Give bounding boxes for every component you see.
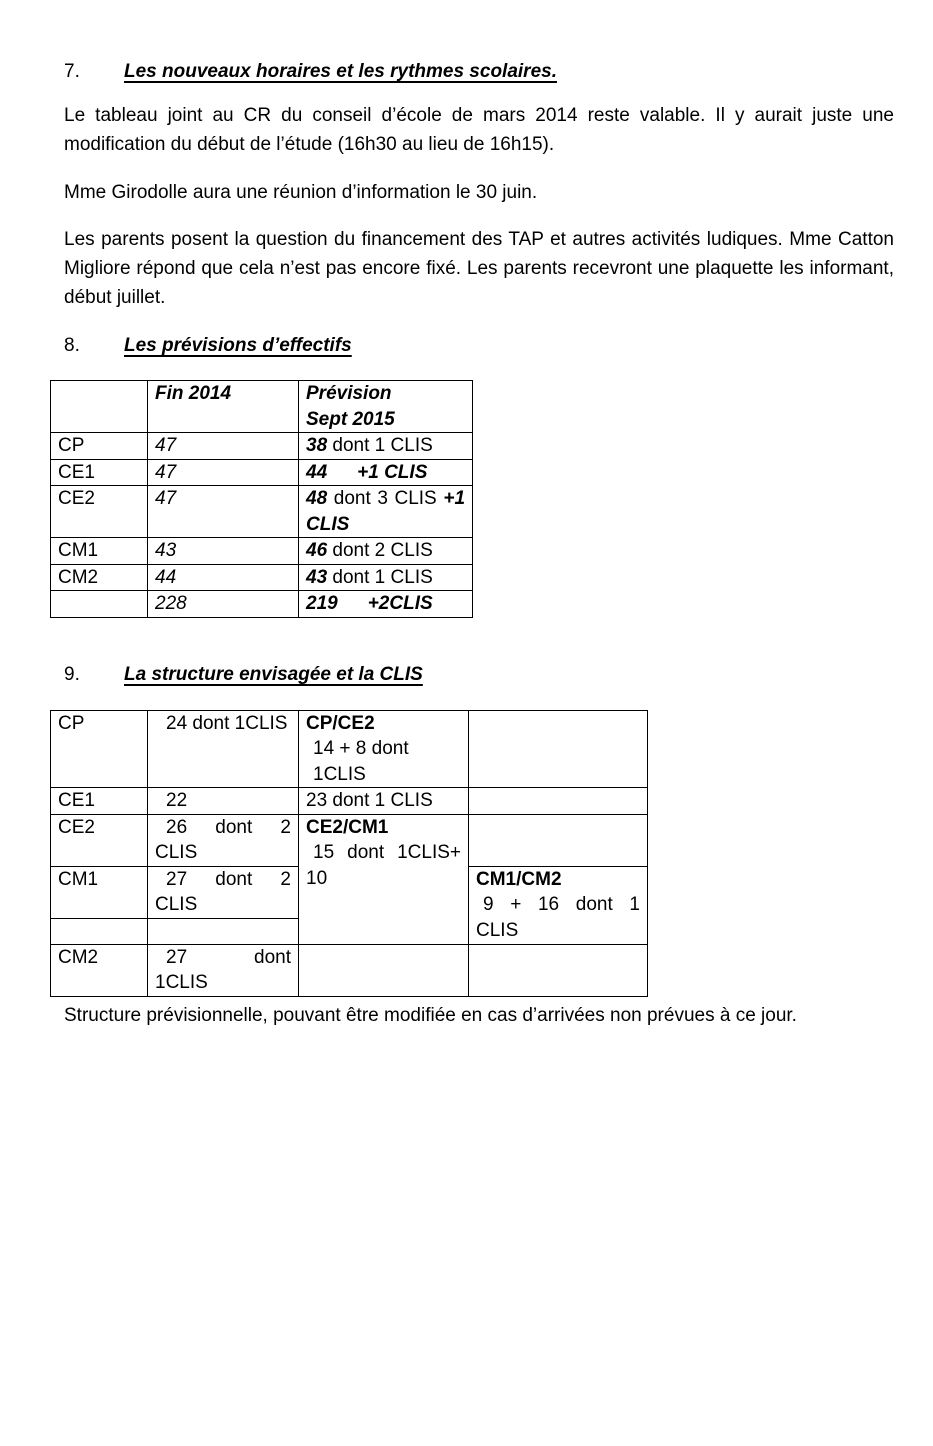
ce2-fin2014-cell: 47 — [148, 486, 299, 538]
structure-cm2-combo-empty-cell — [299, 944, 469, 996]
ce1-fin2014-cell: 47 — [148, 459, 299, 486]
cm2-label-cell: CM2 — [51, 564, 148, 591]
ce2cm1-combo-line1: 15 dont 1CLIS+ — [313, 842, 461, 863]
ce2-count-line2: CLIS — [155, 842, 198, 863]
cm1cm2-combo-line2: CLIS — [476, 919, 519, 941]
effectifs-row-ce1 — [51, 459, 473, 486]
structure-cm2-count-cell — [148, 944, 299, 996]
effectifs-row-ce2 — [51, 486, 473, 538]
cm1-label-cell: CM1 — [51, 538, 148, 565]
ce1-label-cell: CE1 — [51, 459, 148, 486]
cm2-prevision-number: 43 — [306, 566, 328, 588]
cp-prevision-cell — [299, 433, 473, 460]
ce2-prevision-line1 — [306, 486, 465, 512]
effectifs-row-cm1 — [51, 538, 473, 565]
paragraph-3: Les parents posent la question du financement des TAP et autres activités ludiques. Mme Catton Migliore répond que cela n’est pas encore fixé. Les parents recevront une plaquette les informant, début juillet. — [64, 229, 894, 308]
ce1-prevision-cell — [299, 459, 473, 486]
ce2cm1-combo-line2: 10 — [306, 867, 328, 889]
structure-row-ce2 — [51, 814, 648, 866]
effectifs-row-total — [51, 591, 473, 618]
structure-ce1-combo-cell: 23 dont 1 CLIS — [299, 788, 469, 815]
section-8-title: Les prévisions d’effectifs — [124, 335, 352, 356]
structure-spacer-label-cell — [51, 918, 148, 944]
cpce2-combo-title: CP/CE2 — [306, 712, 375, 734]
structure-footnote: Structure prévisionnelle, pouvant être modifiée en cas d’arrivées non prévues à ce jour. — [64, 1004, 797, 1026]
structure-cp-label-cell: CP — [51, 710, 148, 788]
structure-ce2cm1-combo-cell — [299, 814, 469, 944]
section-7-heading — [64, 57, 894, 86]
section-7-number: 7. — [64, 61, 80, 82]
ce2-prevision-cell — [299, 486, 473, 538]
cm1-count-line1: 27 dont 2 — [166, 868, 291, 890]
section-8-number: 8. — [64, 335, 80, 356]
prevision-header-line2: Sept 2015 — [306, 408, 395, 430]
structure-cm1-label-cell: CM1 — [51, 866, 148, 918]
total-prevision-suffix: +2CLIS — [367, 593, 433, 614]
section-9-number: 9. — [64, 663, 80, 685]
cp-fin2014-cell: 47 — [148, 433, 299, 460]
cm1-prevision-cell — [299, 538, 473, 565]
prevision-header-line1: Prévision — [306, 383, 392, 404]
structure-cp-empty-cell — [469, 710, 648, 788]
cm2-fin2014-cell: 44 — [148, 564, 299, 591]
structure-row-ce1 — [51, 788, 648, 815]
cm1-prevision-number: 46 — [306, 540, 328, 561]
total-prevision-number: 219 — [306, 593, 338, 614]
cm2-count-line2: 1CLIS — [155, 972, 208, 993]
cm1-fin2014-cell: 43 — [148, 538, 299, 565]
cm1cm2-combo-line1: 9 + 16 dont 1 — [483, 894, 640, 915]
cm2-prevision-rest: dont 1 CLIS — [332, 566, 433, 588]
effectifs-row-cm2 — [51, 564, 473, 591]
cp-prevision-number: 38 — [306, 435, 328, 456]
ce2-prevision-line2: CLIS — [306, 513, 350, 535]
total-fin2014-cell: 228 — [148, 591, 299, 618]
ce2-prevision-plus: +1 — [443, 488, 466, 509]
structure-ce2-empty-cell — [469, 814, 648, 866]
effectifs-row-cp — [51, 433, 473, 460]
cpce2-combo-detail: 14 + 8 dont 1CLIS — [313, 738, 409, 785]
effectifs-table — [50, 380, 473, 618]
structure-cm1-count-cell — [148, 866, 299, 918]
ce2-label-cell: CE2 — [51, 486, 148, 538]
structure-ce1-count-cell: 22 — [148, 788, 299, 815]
structure-cm2-label-cell: CM2 — [51, 944, 148, 996]
cm1cm2-combo-title: CM1/CM2 — [476, 868, 562, 890]
section-8-heading — [64, 331, 894, 360]
cm1-prevision-rest: dont 2 CLIS — [332, 540, 433, 561]
cm2-count-line1: 27 dont — [166, 946, 291, 968]
structure-ce1-empty-cell — [469, 788, 648, 815]
paragraph-1: Le tableau joint au CR du conseil d’école de mars 2014 reste valable. Il y aurait juste une modification du début de l’étude (16h30 au lieu de 16h15). — [64, 105, 894, 155]
total-label-cell — [51, 591, 148, 618]
section-9-title: La structure envisagée et la CLIS — [124, 663, 423, 685]
effectifs-header-fin2014-cell: Fin 2014 — [148, 381, 299, 433]
ce2cm1-combo-title: CE2/CM1 — [306, 816, 389, 838]
cp-label-cell: CP — [51, 433, 148, 460]
total-prevision-cell — [299, 591, 473, 618]
structure-cp-count-cell: 24 dont 1CLIS — [148, 710, 299, 788]
structure-table — [50, 710, 648, 997]
structure-row-cm2 — [51, 944, 648, 996]
ce2-count-line1: 26 dont 2 — [166, 816, 291, 838]
effectifs-header-prevision-cell — [299, 381, 473, 433]
structure-cpce2-combo-cell — [299, 710, 469, 788]
cp-prevision-rest: dont 1 CLIS — [332, 435, 433, 456]
section-9-heading — [64, 660, 894, 689]
ce1-prevision-suffix: +1 CLIS — [357, 461, 428, 483]
effectifs-header-row — [51, 381, 473, 433]
ce2-prevision-mid: dont 3 CLIS — [333, 488, 437, 509]
section-7-title: Les nouveaux horaires et les rythmes scolaires. — [124, 61, 557, 82]
structure-ce2-count-cell — [148, 814, 299, 866]
cm1-count-line2: CLIS — [155, 894, 198, 915]
structure-ce1-label-cell: CE1 — [51, 788, 148, 815]
structure-spacer-count-cell — [148, 918, 299, 944]
effectifs-header-empty-cell — [51, 381, 148, 433]
structure-cm1cm2-combo-cell — [469, 866, 648, 944]
ce1-prevision-number: 44 — [306, 461, 328, 483]
paragraph-2: Mme Girodolle aura une réunion d’information le 30 juin. — [64, 182, 538, 203]
structure-cm2-empty-cell — [469, 944, 648, 996]
ce2-prevision-number: 48 — [306, 488, 328, 509]
structure-ce2-label-cell: CE2 — [51, 814, 148, 866]
structure-row-cp — [51, 710, 648, 788]
cm2-prevision-cell — [299, 564, 473, 591]
